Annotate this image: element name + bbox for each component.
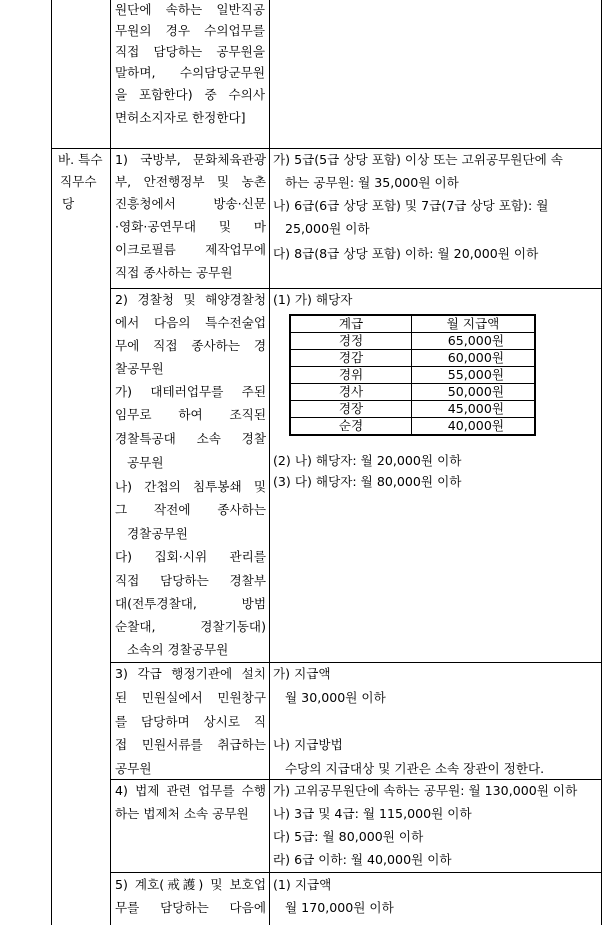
- pay-table-rank: 경위: [291, 367, 412, 384]
- row-divider: [110, 872, 602, 873]
- text-line: 4) 법제 관련 업무를 수행: [115, 783, 266, 798]
- table-row: [291, 367, 535, 384]
- text-line: 말하며, 수의담당군무원: [115, 65, 265, 80]
- table-border-right: [601, 0, 602, 925]
- table-row: [291, 401, 535, 418]
- text-line: 가) 지급액: [273, 666, 331, 681]
- text-line: 공무원: [115, 455, 164, 470]
- table-divider-main: [269, 0, 270, 925]
- pay-table-amount: 55,000원: [412, 367, 535, 384]
- text-line: 가) 고위공무원단에 속하는 공무원: 월 130,000원 이하: [273, 783, 578, 798]
- text-line: 진흥청에서 방송·신문: [115, 196, 266, 211]
- pay-table-rank: 경사: [291, 384, 412, 401]
- text-line: 경찰특공대 소속 경찰: [115, 431, 266, 446]
- text-line: 에서 다음의 특수전술업: [115, 315, 266, 330]
- text-line: 직접 담당하는 공무원을: [115, 44, 265, 59]
- text-line: 순찰대, 경찰기동대): [115, 619, 266, 634]
- text-line: 를 담당하며 상시로 직: [115, 714, 266, 729]
- text-line: 다) 5급: 월 80,000원 이하: [273, 829, 424, 844]
- pay-table-amount: 40,000원: [412, 418, 535, 435]
- text-line: 월 30,000원 이하: [273, 690, 386, 705]
- text-line: 월 170,000원 이하: [273, 900, 394, 915]
- pay-table-header-cell: 계급: [291, 316, 412, 333]
- text-line: 라) 6급 이하: 월 40,000원 이하: [273, 852, 452, 867]
- pay-table-rank: 순경: [291, 418, 412, 435]
- text-line: 5) 계호(戒護) 및 보호업: [115, 877, 266, 892]
- table-row: [291, 333, 535, 350]
- pay-table-rank: 경정: [291, 333, 412, 350]
- text-line: (3) 다) 해당자: 월 80,000원 이하: [273, 474, 462, 489]
- section-label-line: 직무수: [60, 174, 97, 189]
- section-label-line: 당: [62, 196, 75, 211]
- text-line: 3) 각급 행정기관에 설치: [115, 666, 266, 681]
- text-line: 공무원: [115, 761, 152, 776]
- text-line: 나) 6급(6급 상당 포함) 및 7급(7급 상당 포함): 월: [273, 198, 549, 213]
- table-row: [291, 418, 535, 435]
- section-label-line: 바. 특수: [58, 152, 103, 167]
- text-line: (1) 지급액: [273, 877, 332, 892]
- text-line: 경찰공무원: [115, 526, 188, 541]
- table-divider-label: [110, 0, 111, 925]
- text-line: 임무로 하여 조직된: [115, 407, 266, 422]
- text-line: 을 포함한다) 중 수의사: [115, 87, 265, 102]
- text-line: 다) 8급(8급 상당 포함) 이하: 월 20,000원 이하: [273, 246, 539, 261]
- text-line: 하는 공무원: 월 35,000원 이하: [273, 175, 459, 190]
- table-border-left: [51, 0, 52, 925]
- table-row: [291, 384, 535, 401]
- pay-table-amount: 65,000원: [412, 333, 535, 350]
- text-line: 직접 종사하는 공무원: [115, 265, 233, 280]
- text-line: 무원의 경우 수의업무를: [115, 23, 265, 38]
- pay-table-amount: 50,000원: [412, 384, 535, 401]
- text-line: 가) 대테러업무를 주된: [115, 384, 266, 399]
- text-line: 부, 안전행정부 및 농촌: [115, 174, 266, 189]
- text-line: 2) 경찰청 및 해양경찰청: [115, 292, 266, 307]
- pay-table-amount: 45,000원: [412, 401, 535, 418]
- pay-table-header-cell: 월 지급액: [412, 316, 535, 333]
- row-divider: [110, 662, 602, 663]
- text-line: 된 민원실에서 민원창구: [115, 690, 266, 705]
- pay-table-amount: 60,000원: [412, 350, 535, 367]
- text-line: 나) 지급방법: [273, 737, 343, 752]
- text-line: (1) 가) 해당자: [273, 292, 353, 307]
- text-line: 면허소지자로 한정한다]: [115, 110, 246, 125]
- text-line: 대(전투경찰대, 방범: [115, 596, 266, 611]
- text-line: 소속의 경찰공무원: [115, 642, 229, 657]
- text-line: 찰공무원: [115, 361, 164, 376]
- text-line: 나) 간첩의 침투봉쇄 및: [115, 479, 266, 494]
- text-line: 1) 국방부, 문화체육관광: [115, 152, 266, 167]
- text-line: 이크로필름 제작업무에: [115, 242, 266, 257]
- row-divider: [110, 288, 602, 289]
- pay-table-header: [291, 316, 535, 333]
- pay-table-rank: 경감: [291, 350, 412, 367]
- text-line: ·영화·공연무대 및 마: [115, 219, 266, 234]
- text-line: 무를 담당하는 다음에: [115, 900, 266, 915]
- text-line: 접 민원서류를 취급하는: [115, 737, 266, 752]
- text-line: 원단에 속하는 일반직공: [115, 2, 265, 17]
- pay-table-rank: 경장: [291, 401, 412, 418]
- text-line: 다) 집회·시위 관리를: [115, 549, 266, 564]
- text-line: 직접 담당하는 경찰부: [115, 573, 266, 588]
- text-line: (2) 나) 해당자: 월 20,000원 이하: [273, 453, 462, 468]
- table-row: [291, 350, 535, 367]
- row-divider: [110, 779, 602, 780]
- text-line: 수당의 지급대상 및 기관은 소속 장관이 정한다.: [273, 761, 545, 776]
- text-line: 무에 직접 종사하는 경: [115, 338, 266, 353]
- text-line: 25,000원 이하: [273, 221, 370, 236]
- text-line: 나) 3급 및 4급: 월 115,000원 이하: [273, 806, 472, 821]
- text-line: 그 작전에 종사하는: [115, 502, 266, 517]
- row-divider: [51, 148, 602, 149]
- text-line: 하는 법제처 소속 공무원: [115, 806, 249, 821]
- pay-table: [289, 314, 536, 436]
- text-line: 가) 5급(5급 상당 포함) 이상 또는 고위공무원단에 속: [273, 152, 563, 167]
